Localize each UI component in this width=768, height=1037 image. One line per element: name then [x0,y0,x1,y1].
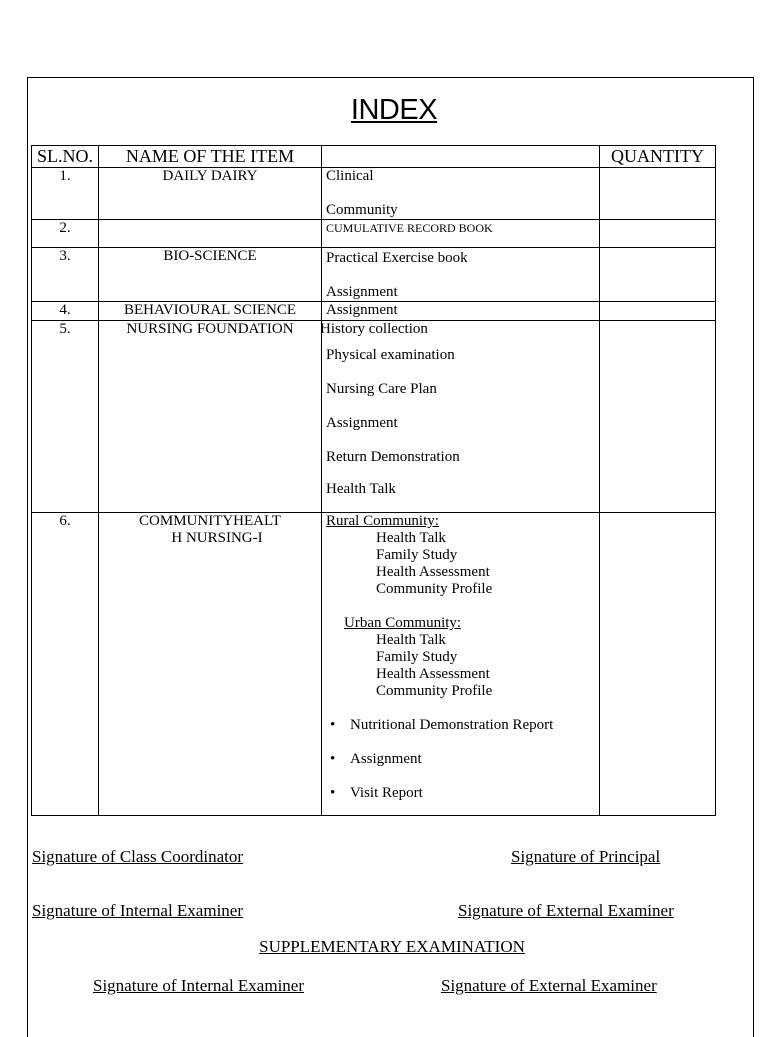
item-text: Family Study [376,547,458,563]
row-quantity [600,302,716,321]
bullet-item: • Assignment [326,751,595,768]
table-row [32,321,716,513]
item-text: Assignment [326,284,398,300]
item-text: Return Demonstration [326,449,460,465]
signature-external-examiner: Signature of External Examiner [458,901,674,920]
item-text: Nursing Care Plan [326,381,437,397]
row-name: DAILY DAIRY [99,168,322,220]
table-row [32,248,716,302]
item-text: CUMULATIVE RECORD BOOK [326,221,493,235]
supp-signature-internal-examiner: Signature of Internal Examiner [93,976,305,995]
row-items [322,168,600,220]
urban-heading: Urban Community: [344,615,462,631]
row-name: NURSING FOUNDATION [99,321,322,513]
row-sl: 4. [32,302,99,321]
row-sl: 6. [32,513,99,816]
item-text: Assignment [326,415,398,431]
rural-heading: Rural Community: [326,513,439,529]
item-text: Health Assessment [376,564,490,580]
page-title: INDEX [350,94,438,126]
row-name [99,220,322,248]
row-name: BIO-SCIENCE [99,248,322,302]
supplementary-heading: SUPPLEMENTARY EXAMINATION [259,937,525,956]
bullet-item: • Nutritional Demonstration Report [326,717,595,734]
row-sl: 5. [32,321,99,513]
row-name: BEHAVIOURAL SCIENCE [99,302,322,321]
table-header-row [32,146,716,168]
item-text: Health Talk [376,632,446,648]
item-text: Community Profile [376,581,493,597]
item-text: Community [326,202,398,218]
row-items [322,248,600,302]
row-sl: 3. [32,248,99,302]
item-text: Physical examination [326,347,455,363]
row-items [322,513,600,816]
row-items [322,220,600,248]
item-text: Health Talk [376,530,446,546]
row-name [99,513,322,816]
item-text: History collection [320,321,428,337]
header-slno: SL.NO. [32,146,99,168]
table-row [32,302,716,321]
header-name-ext [322,146,600,168]
table-row [32,513,716,816]
row-sl: 2. [32,220,99,248]
signature-principal: Signature of Principal [511,847,661,866]
signature-class-coordinator: Signature of Class Coordinator [32,847,244,866]
row-items [322,321,600,513]
row-quantity [600,248,716,302]
header-quantity: QUANTITY [600,146,716,168]
table-row [32,220,716,248]
item-text: Health Assessment [376,666,490,682]
table-row [32,168,716,220]
index-table [31,145,716,816]
item-text: Family Study [376,649,458,665]
item-text: Community Profile [376,683,493,699]
item-text: Practical Exercise book [326,250,468,266]
row-items [322,302,600,321]
item-text: Health Talk [326,481,396,497]
signature-internal-examiner: Signature of Internal Examiner [32,901,244,920]
bullet-item: • Visit Report [326,785,595,802]
row-name-line: COMMUNITYHEALT [139,513,281,529]
row-quantity [600,220,716,248]
supp-signature-external-examiner: Signature of External Examiner [441,976,657,995]
row-quantity [600,168,716,220]
item-text: Assignment [326,302,398,318]
item-text: Clinical [326,168,374,184]
header-name: NAME OF THE ITEM [99,146,322,168]
row-name-line: H NURSING-I [171,530,263,546]
row-sl: 1. [32,168,99,220]
row-quantity [600,513,716,816]
row-quantity [600,321,716,513]
